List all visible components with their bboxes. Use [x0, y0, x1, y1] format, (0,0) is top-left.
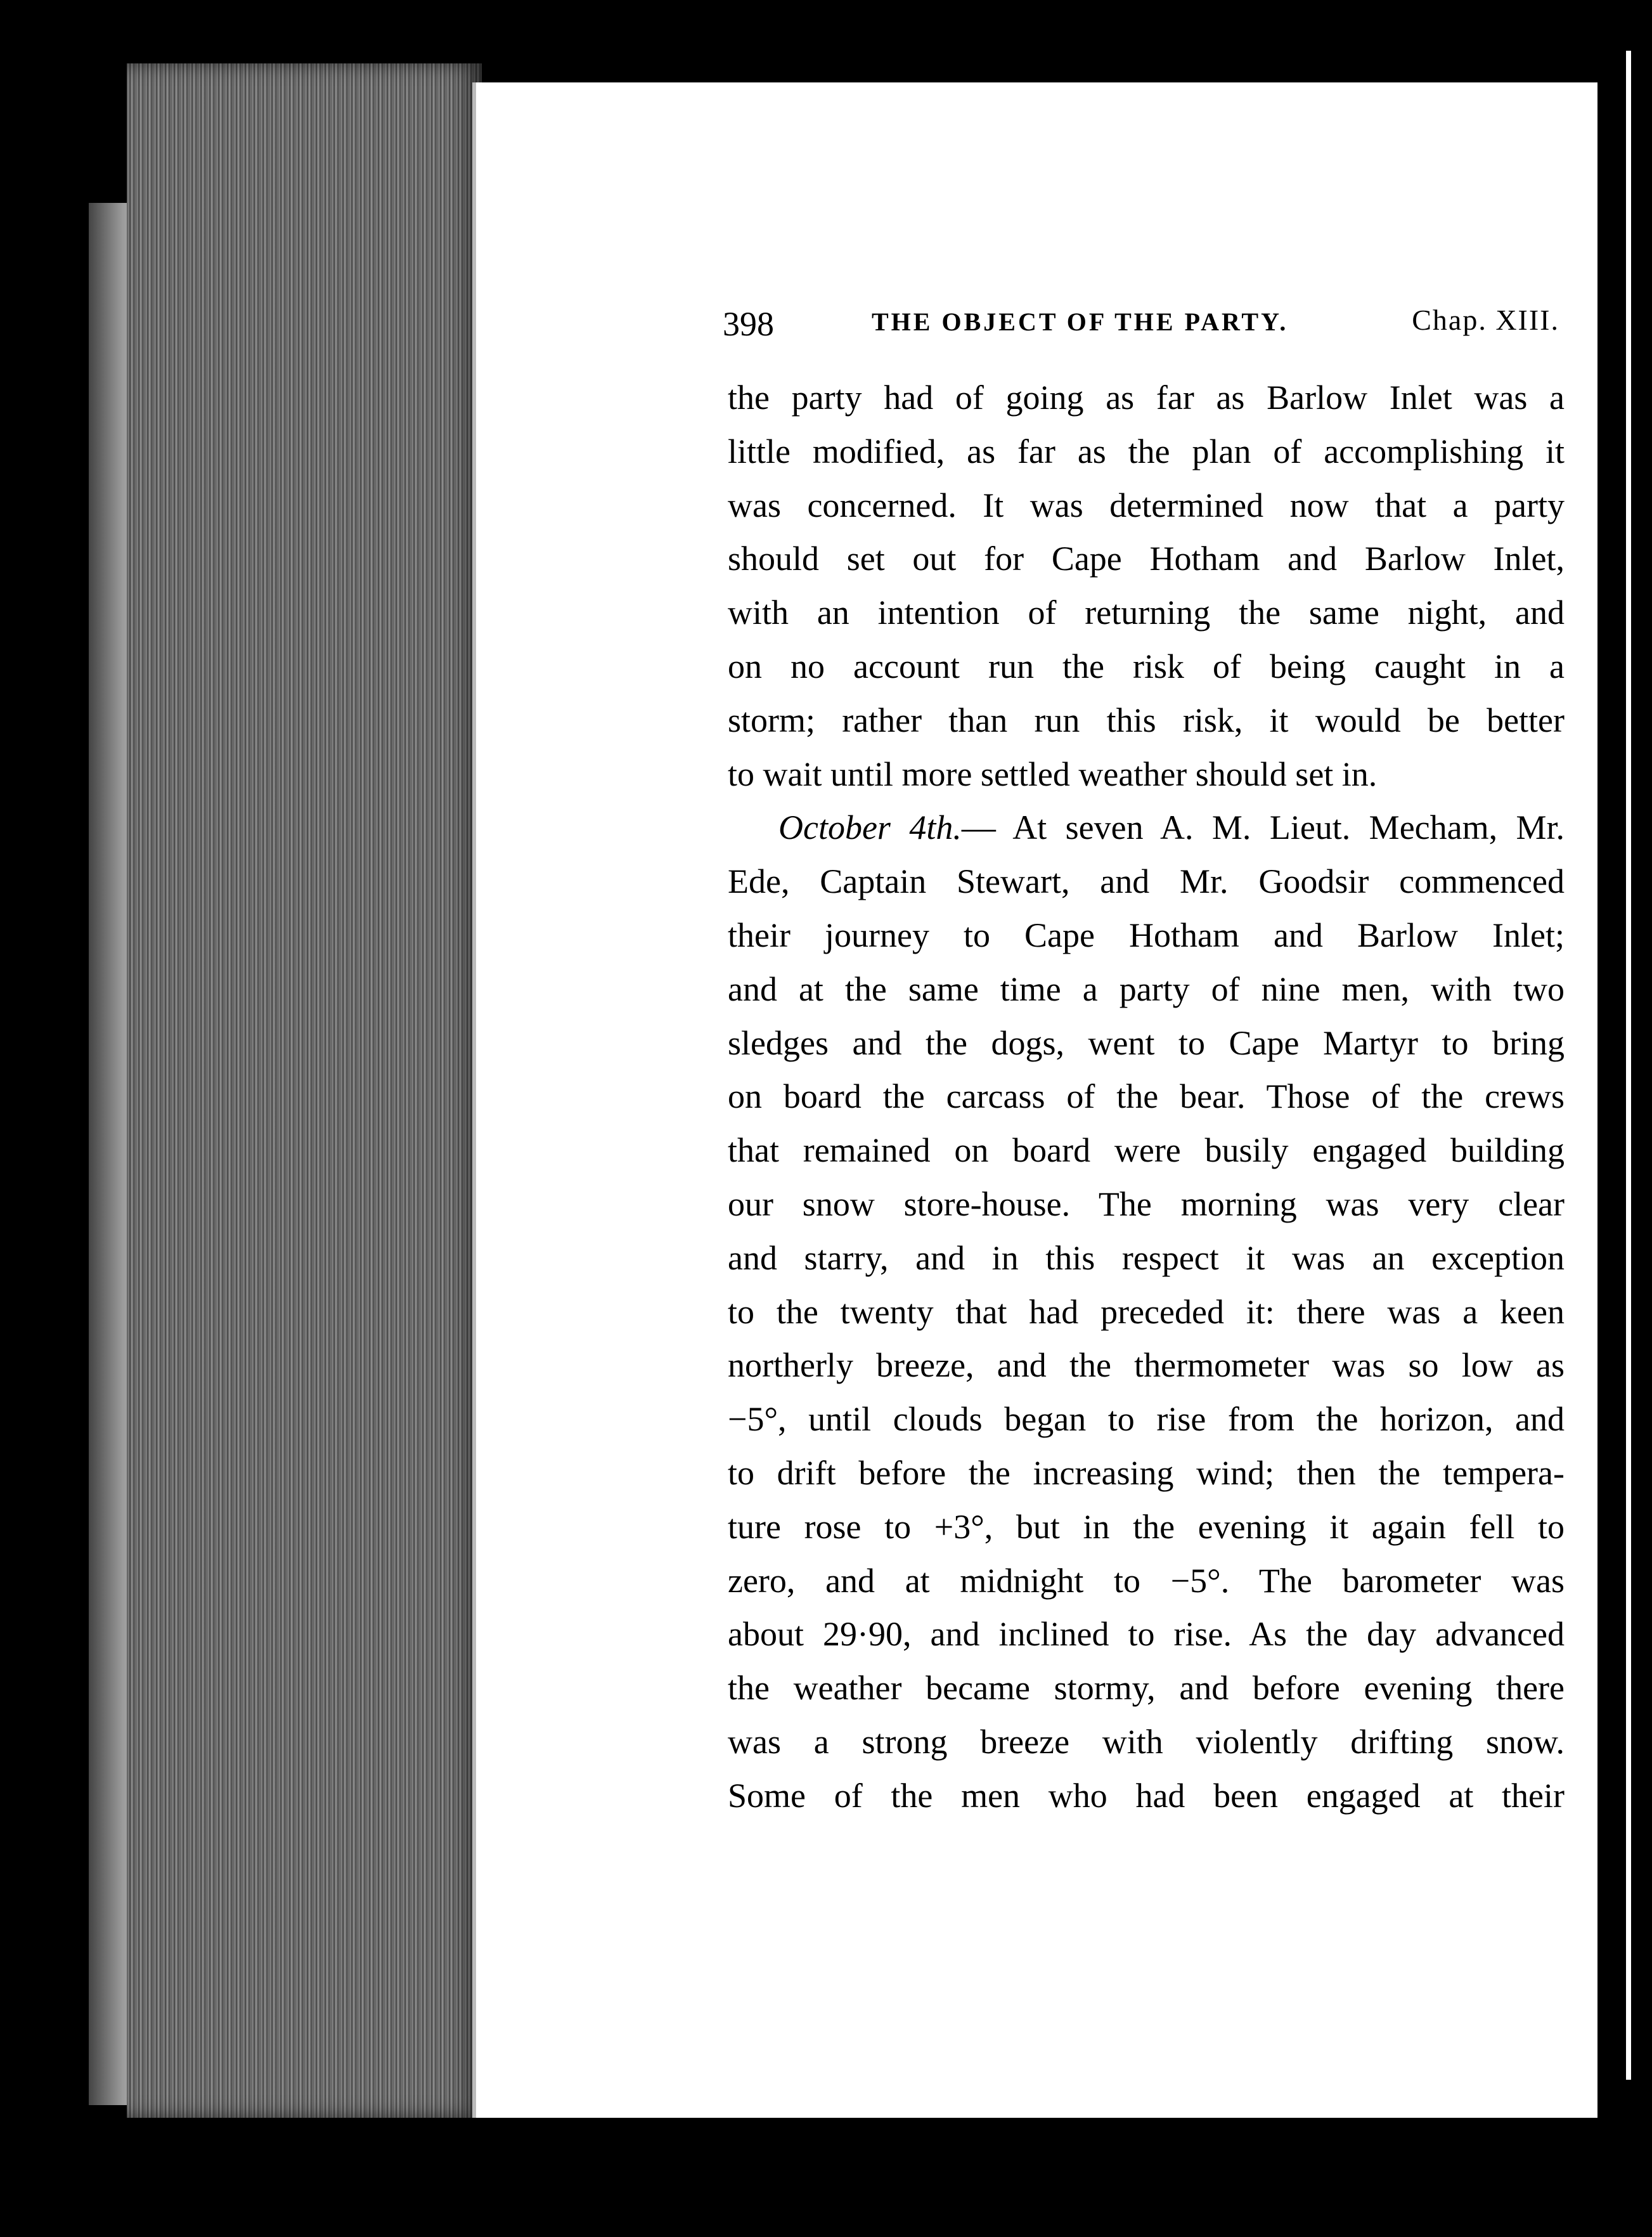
text-line: our snow store-house. The morning was very clear: [728, 1184, 1565, 1223]
text-line: about 29·90, and inclined to rise. As the day advanced: [728, 1615, 1565, 1654]
text-line: was concerned. It was determined now that a party: [728, 486, 1565, 524]
text-line: on no account run the risk of being caught in a: [728, 647, 1565, 685]
facing-page-edge: [1626, 51, 1631, 2080]
scan-border: [1597, 38, 1652, 2124]
body-text: [728, 371, 1565, 1823]
text-line: that remained on board were busily engaged building: [728, 1131, 1565, 1170]
page-edges: [127, 63, 482, 2118]
text-line: their journey to Cape Hotham and Barlow Inlet;: [728, 916, 1565, 954]
text-line: was a strong breeze with violently drifting snow.: [728, 1722, 1565, 1761]
running-title: THE OBJECT OF THE PARTY.: [872, 308, 1289, 336]
text-line: northerly breeze, and the thermometer was so low as: [728, 1346, 1565, 1385]
text-line: the party had of going as far as Barlow Inlet was a: [728, 379, 1565, 417]
text-line: and starry, and in this respect it was an exception: [728, 1238, 1565, 1277]
text-line: to wait until more settled weather should set in.: [728, 755, 1378, 793]
running-head: [723, 298, 1559, 349]
page-number: 398: [723, 305, 774, 343]
dateline-continuation: — At seven A. M. Lieut. Mecham, Mr.: [961, 808, 1565, 847]
text-line-dated: [728, 801, 1565, 855]
text-line: Some of the men who had been engaged at their: [728, 1776, 1565, 1815]
text-line: should set out for Cape Hotham and Barlow Inlet,: [728, 540, 1565, 578]
text-line: −5°, until clouds began to rise from the horizon, and: [728, 1400, 1565, 1439]
text-line: zero, and at midnight to −5°. The barometer was: [728, 1561, 1565, 1600]
text-line: on board the carcass of the bear. Those of the crews: [728, 1077, 1565, 1116]
text-line: little modified, as far as the plan of accomplishing it: [728, 432, 1565, 470]
text-line: the weather became stormy, and before evening there: [728, 1669, 1565, 1708]
text-line: sledges and the dogs, went to Cape Martyr to bring: [728, 1023, 1565, 1062]
text-line: Ede, Captain Stewart, and Mr. Goodsir commenced: [728, 862, 1565, 901]
text-line: to drift before the increasing wind; then the tempera-: [728, 1453, 1565, 1492]
dateline: October 4th.: [778, 808, 962, 847]
text-line: to the twenty that had preceded it: there was a keen: [728, 1292, 1565, 1331]
text-line: and at the same time a party of nine men, with two: [728, 969, 1565, 1008]
chapter-reference: Chap. XIII.: [1412, 304, 1559, 336]
text-line: with an intention of returning the same night, and: [728, 593, 1565, 632]
text-line: ture rose to +3°, but in the evening it again fell to: [728, 1507, 1565, 1546]
text-line: storm; rather than run this risk, it would be better: [728, 701, 1565, 739]
